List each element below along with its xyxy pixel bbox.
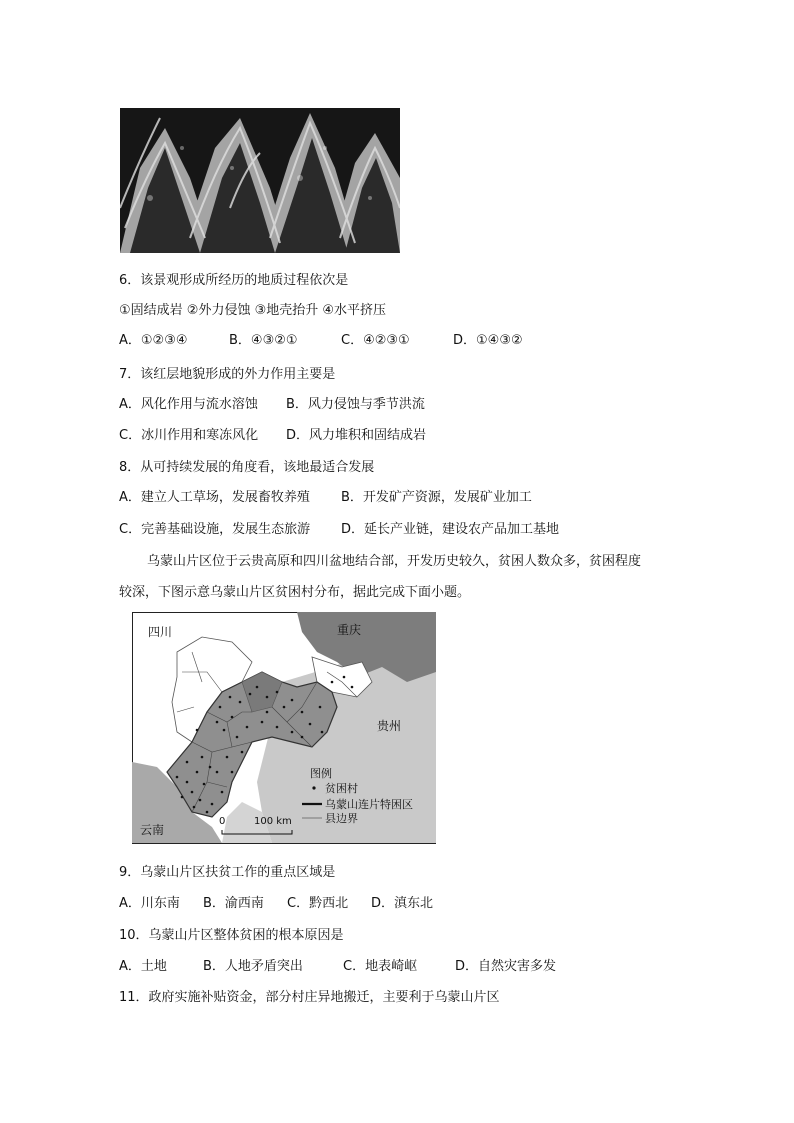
option-a[interactable]: A．①②③④ (119, 333, 188, 348)
option-a[interactable]: A．建立人工草场，发展畜牧养殖 (119, 490, 310, 505)
question-8-stem: 8．从可持续发展的角度看，该地最适合发展 (119, 460, 375, 475)
label-yunnan: 云南 (140, 823, 165, 837)
label-chongqing: 重庆 (337, 623, 362, 637)
landform-image (120, 108, 400, 253)
question-6-stem: 6．该景观形成所经历的地质过程依次是 (119, 273, 349, 288)
option-b[interactable]: B．人地矛盾突出 (203, 959, 303, 974)
passage-line-1: 乌蒙山片区位于云贵高原和四川盆地结合部，开发历史较久，贫困人数众多，贫困程度 (147, 554, 642, 569)
option-d[interactable]: D．风力堆积和固结成岩 (286, 428, 427, 443)
passage-line-2: 较深，下图示意乌蒙山片区贫困村分布，据此完成下面小题。 (119, 585, 471, 600)
option-c[interactable]: C．黔西北 (287, 896, 349, 911)
question-7-options-row2 (119, 427, 426, 445)
red-bed-landform-photo (120, 108, 400, 253)
option-c[interactable]: C．④②③① (341, 333, 410, 348)
option-b[interactable]: B．渝西南 (203, 896, 264, 911)
question-9-options (119, 895, 433, 913)
question-7-options-row1 (119, 396, 425, 414)
option-c[interactable]: C．完善基础设施，发展生态旅游 (119, 522, 311, 537)
option-b[interactable]: B．开发矿产资源，发展矿业加工 (341, 490, 532, 505)
question-8-options-row2 (119, 521, 559, 539)
option-c[interactable]: C．冰川作用和寒冻风化 (119, 428, 259, 443)
question-10-stem: 10．乌蒙山片区整体贫困的根本原因是 (119, 928, 344, 943)
option-d[interactable]: D．自然灾害多发 (455, 959, 557, 974)
option-b[interactable]: B．风力侵蚀与季节洪流 (286, 397, 425, 412)
legend-village-marker (312, 786, 315, 789)
question-7-stem: 7．该红层地貌形成的外力作用主要是 (119, 367, 336, 382)
label-guizhou: 贵州 (377, 719, 402, 733)
scale-distance: 100 km (254, 816, 292, 827)
question-10-options (119, 958, 556, 976)
option-d[interactable]: D．滇东北 (371, 896, 434, 911)
legend-title: 图例 (310, 767, 332, 780)
map-graphic (132, 612, 436, 844)
wumeng-poverty-map (132, 612, 436, 844)
question-8-options-row1 (119, 489, 532, 507)
option-d[interactable]: D．延长产业链，建设农产品加工基地 (341, 522, 560, 537)
question-6-options (119, 332, 523, 350)
label-sichuan: 四川 (148, 625, 173, 639)
legend-region: 乌蒙山连片特困区 (325, 798, 413, 811)
question-11-stem: 11．政府实施补贴资金，部分村庄异地搬迁，主要利于乌蒙山片区 (119, 990, 500, 1005)
option-b[interactable]: B．④③②① (229, 333, 298, 348)
option-d[interactable]: D．①④③② (453, 333, 523, 348)
option-a[interactable]: A．风化作用与流水溶蚀 (119, 397, 258, 412)
question-9-stem: 9．乌蒙山片区扶贫工作的重点区域是 (119, 865, 336, 880)
question-6-processes: ①固结成岩 ②外力侵蚀 ③地壳抬升 ④水平挤压 (119, 303, 387, 318)
scale-zero: 0 (219, 816, 226, 827)
legend-village: 贫困村 (325, 782, 358, 795)
legend-county: 县边界 (325, 812, 358, 825)
option-a[interactable]: A．土地 (119, 959, 167, 974)
option-c[interactable]: C．地表崎岖 (343, 959, 418, 974)
option-a[interactable]: A．川东南 (119, 896, 180, 911)
